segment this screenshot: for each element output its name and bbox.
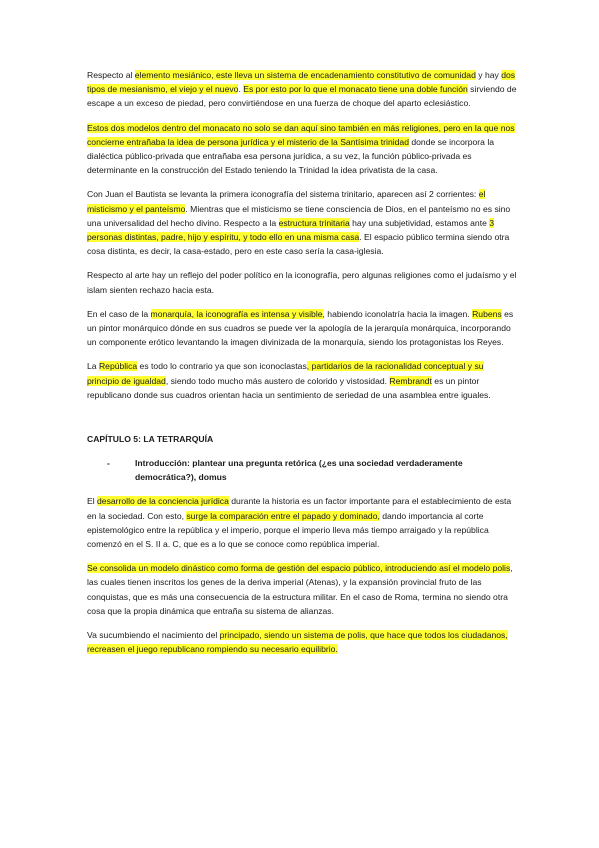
highlighted-text: Se consolida un modelo dinástico como forma de gestión del espacio público, introduciendo así el modelo polis <box>87 563 511 574</box>
text-run: durante la historia es un factor importante para el establecimiento de esta en la sociedad. Con esto, <box>87 496 512 521</box>
highlighted-text: el misticismo y el panteísmo <box>87 189 486 214</box>
paragraph <box>87 307 517 350</box>
bullet-item <box>107 456 517 484</box>
highlighted-text: surge la comparación entre el papado y dominado, <box>186 510 380 521</box>
text-run: . El espacio público termina siendo otra cosa distinta, es decir, la casa-estado, pero en este caso sería la casa-iglesia. <box>87 232 510 257</box>
text-run: , las cuales tienen inscritos los genes de la deriva imperial (Atenas), y la expansión provincial fruto de las conquistas, que es más una consecuencia de la estructura militar. En el caso de Roma, termina no siendo otra cosa que la propia dinámica que entraña su sistema de alianzas. <box>87 563 513 616</box>
text-run: . Mientras que el misticismo se tiene consciencia de Dios, en el panteísmo no es sino una universalidad del hecho divino. Respecto a la <box>87 203 511 228</box>
highlighted-text: Rubens <box>472 308 502 319</box>
highlighted-text: desarrollo de la conciencia jurídica <box>97 496 229 507</box>
text-run: hay una subjetividad, estamos ante <box>349 217 490 228</box>
section-chapter-body <box>87 494 517 656</box>
text-run: Respecto al arte hay un reflejo del poder político en la iconografía, pero algunas religiones como el judaísmo y el islam sienten rechazo hacia esta. <box>87 270 517 295</box>
paragraph <box>87 187 517 258</box>
text-run: es un pintor monárquico dónde en sus cuadros se puede ver la apología de la jerarquía monárquica, incorporando un componente erótico levantando la imagen divinizada de la monarquía, siendo los protagonistas los Reyes. <box>87 308 514 348</box>
text-run: , siendo todo mucho más austero de colorido y vistosidad. <box>165 375 390 386</box>
text-run: , habiendo iconolatría hacia la imagen. <box>322 308 473 319</box>
highlighted-text: Estos dos modelos dentro del monacato no solo se dan aquí sino también en más religiones, pero en la que nos concierne entrañaba la idea de persona jurídica y el misterio de la Santísima trinidad <box>87 122 515 147</box>
text-run: es todo lo contrario ya que son iconoclastas <box>137 361 307 372</box>
text-run: es un pintor republicano donde sus cuadros orientan hacia un sentimiento de seriedad de una asamblea entre iguales. <box>87 375 491 400</box>
highlighted-text: principado, siendo un sistema de polis, que hace que todos los ciudadanos, recreasen el juego republicano rompiendo su necesario equilibrio. <box>87 630 508 655</box>
paragraph <box>87 561 517 618</box>
text-run: donde se incorpora la dialéctica público-privada que entrañaba esa persona jurídica, a su vez, la función público-privada es determinante en la construcción del Estado teniendo la Trinidad la idea privatista de la casa. <box>87 136 495 176</box>
section-intro <box>87 68 517 402</box>
chapter-heading: CAPÍTULO 5: LA TETRARQUÍA <box>87 434 214 445</box>
paragraph <box>87 628 517 656</box>
highlighted-text: elemento mesiánico, este lleva un sistema de encadenamiento constitutivo de comunidad <box>134 70 476 80</box>
text-run: . <box>238 84 244 95</box>
bullet-dash: - <box>107 458 110 469</box>
highlighted-text: , partidarios de la racionalidad conceptual y su principio de igualdad <box>87 361 484 386</box>
text-run: Respecto al <box>87 70 135 80</box>
bullet-text: Introducción: plantear una pregunta retórica (¿es una sociedad verdaderamente democrática?), domus <box>135 458 463 483</box>
text-run: dando importancia al corte epistemológico entre la república y el imperio, porque el imperio lleva más tiempo arraigado y la república comenzó en el S. II a. C, que es a lo que se conoce como república imperial. <box>87 510 489 550</box>
text-run: En el caso de la <box>87 308 151 319</box>
highlighted-text: 3 personas distintas, padre, hijo y espíritu, y todo ello en una misma casa <box>87 217 495 243</box>
paragraph <box>87 268 517 296</box>
highlighted-text: estructura trinitaria <box>278 217 350 228</box>
highlighted-text: dos tipos de mesianismo, el viejo y el nuevo <box>87 70 516 95</box>
text-run: sirviendo de escape a un exceso de piedad, pero convirtiéndose en una fuerza de choque del aparto eclesiástico. <box>87 84 517 109</box>
highlighted-text: Es por esto por lo que el monacato tiene una doble función <box>243 84 468 95</box>
text-run: Va sucumbiendo el nacimiento del <box>87 630 220 641</box>
text-run: La <box>87 361 99 372</box>
paragraph <box>87 359 517 402</box>
highlighted-text: monarquía, la iconografía es intensa y visible <box>150 308 323 319</box>
text-run: Con Juan el Bautista se levanta la primera iconografía del sistema trinitario, aparecen así 2 corrientes: <box>87 189 479 200</box>
paragraph <box>87 68 517 111</box>
text-run: y hay <box>475 70 502 80</box>
text-run: El <box>87 496 98 507</box>
paragraph <box>87 494 517 551</box>
highlighted-text: Rembrandt <box>389 375 432 386</box>
paragraph <box>87 121 517 178</box>
highlighted-text: República <box>98 361 138 372</box>
